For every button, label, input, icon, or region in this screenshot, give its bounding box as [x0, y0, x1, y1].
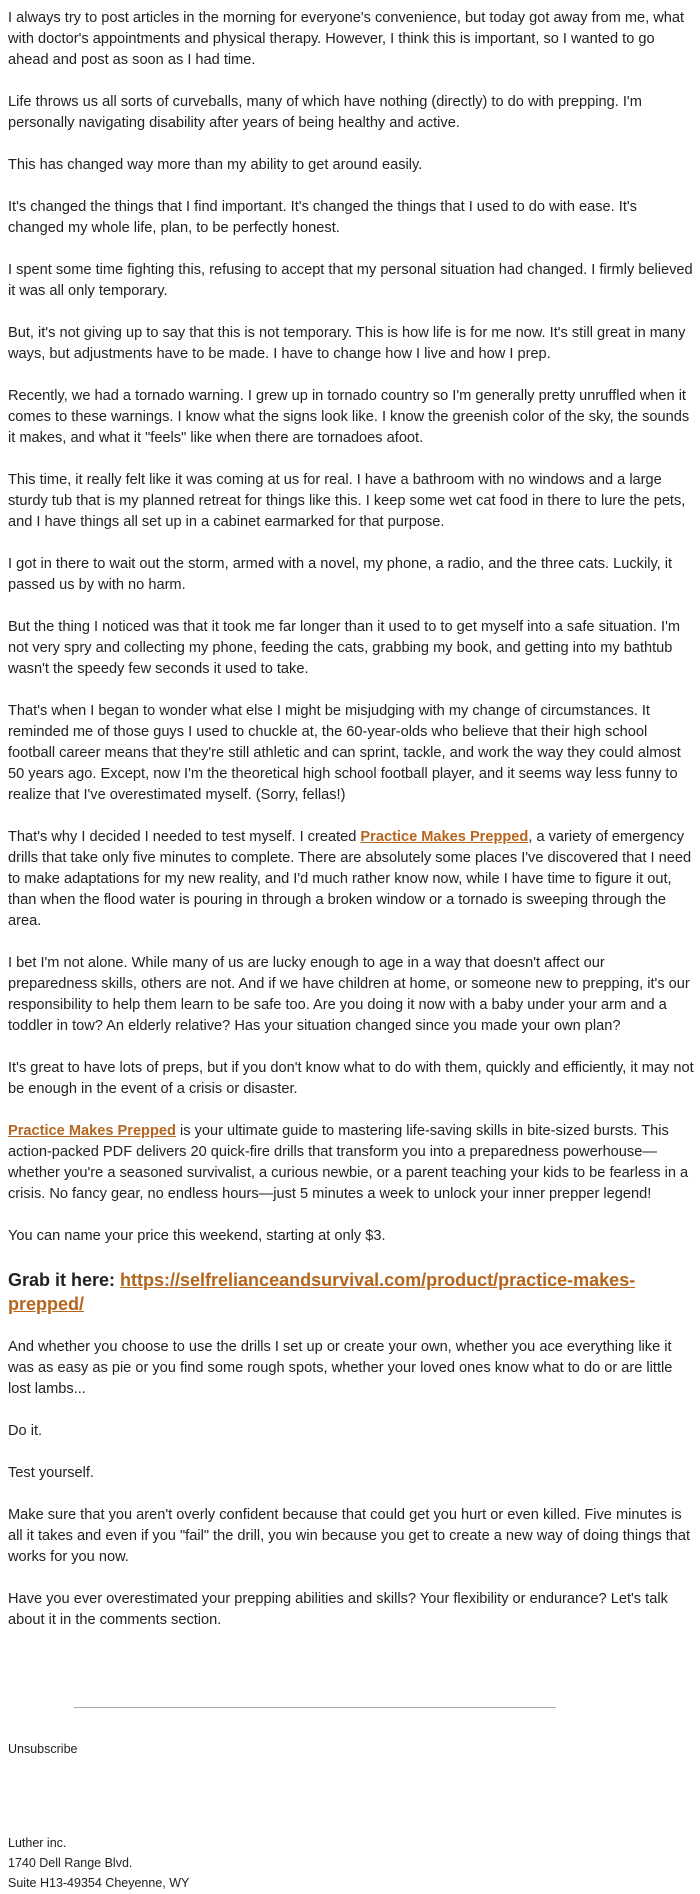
text: That's why I decided I needed to test myself. I created — [8, 829, 361, 845]
grab-it-here — [8, 1268, 694, 1316]
paragraph: Recently, we had a tornado warning. I grew up in tornado country so I'm generally pretty unruffled when it comes to these warnings. I know what the signs look like. I know the greenish color of the sky, the sounds it makes, and what it "feels" like when there are tornadoes afoot. — [8, 388, 690, 446]
paragraph: It's great to have lots of preps, but if you don't know what to do with them, quickly and efficiently, it may not be enough in the event of a crisis or disaster. — [8, 1060, 694, 1097]
paragraph: This has changed way more than my ability to get around easily. — [8, 157, 423, 173]
paragraph: This time, it really felt like it was coming at us for real. I have a bathroom with no windows and a large sturdy tub that is my planned retreat for things like this. I keep some wet cat food in there to lure the pets, and I have things all set up in a cabinet earmarked for that purpose. — [8, 472, 686, 530]
paragraph: You can name your price this weekend, starting at only $3. — [8, 1228, 386, 1244]
spacer — [8, 1652, 694, 1707]
paragraph: Make sure that you aren't overly confident because that could get you hurt or even killed. Five minutes is all it takes and even if you "fail" the drill, you win because you get to create a new way of doing things that works for you now. — [8, 1507, 691, 1565]
address-line: 1740 Dell Range Blvd. — [8, 1856, 133, 1870]
paragraph-with-link — [8, 1121, 694, 1205]
product-url-link[interactable]: https://selfrelianceandsurvival.com/product/practice-makes-prepped/ — [8, 1270, 636, 1314]
paragraph: That's when I began to wonder what else I might be misjudging with my change of circumstances. It reminded me of those guys I used to chuckle at, the 60-year-olds who believe that their high school football career means that they're still athletic and can sprint, tackle, and work the way they could almost 50 years ago. Except, now I'm the theoretical high school football player, and it seems way less funny to realize that I've overestimated myself. (Sorry, fellas!) — [8, 703, 681, 803]
company-name: Luther inc. — [8, 1836, 67, 1850]
paragraph: But, it's not giving up to say that this is not temporary. This is how life is for me now. It's still great in many ways, but adjustments have to be made. I have to change how I live and how I prep. — [8, 325, 686, 362]
paragraph: I bet I'm not alone. While many of us are lucky enough to age in a way that doesn't affect our preparedness skills, others are not. And if we have children at home, or someone new to prepping, it's our responsibility to help them learn to be safe too. Are you doing it now with a baby under your arm and a toddler in tow? An elderly relative? Has your situation changed since you made your own plan? — [8, 955, 690, 1034]
footer-divider — [74, 1707, 556, 1708]
unsubscribe-link[interactable]: Unsubscribe — [8, 1742, 78, 1756]
practice-makes-prepped-link[interactable]: Practice Makes Prepped — [8, 1123, 176, 1139]
paragraph: I spent some time fighting this, refusing to accept that my personal situation had changed. I firmly believed it was all only temporary. — [8, 262, 693, 299]
text: is your ultimate guide to mastering life-saving skills in bite-sized bursts. This action-packed PDF delivers 20 quick-fire drills that transform you into a preparedness powerhouse—whether you're a seasoned survivalist, a curious newbie, or a parent teaching your kids to be fearless in a crisis. No fancy gear, no endless hours—just 5 minutes a week to unlock your inner prepper legend! — [8, 1123, 689, 1202]
practice-makes-prepped-link[interactable]: Practice Makes Prepped — [360, 829, 529, 845]
paragraph: And whether you choose to use the drills I set up or create your own, whether you ace everything like it was as easy as pie or you find some rough spots, whether your loved ones know what to do or are little lost lambs... — [8, 1339, 673, 1397]
paragraph-with-link — [8, 827, 694, 932]
paragraph: Life throws us all sorts of curveballs, many of which have nothing (directly) to do with prepping. I'm personally navigating disability after years of being healthy and active. — [8, 94, 642, 131]
footer-address — [8, 1833, 694, 1893]
paragraph: Have you ever overestimated your prepping abilities and skills? Your flexibility or endurance? Let's talk about it in the comments section. — [8, 1591, 668, 1628]
paragraph: It's changed the things that I find important. It's changed the things that I used to do with ease. It's changed my whole life, plan, to be perfectly honest. — [8, 199, 637, 236]
text: , a variety of emergency drills that take only five minutes to complete. There are absolutely some places I've discovered that I need to make adaptations for my new reality, and I'd much rather know now, while I have time to figure it out, than when the flood water is pouring in through a broken window or a tornado is sweeping through the area. — [8, 829, 692, 929]
paragraph: I got in there to wait out the storm, armed with a novel, my phone, a radio, and the three cats. Luckily, it passed us by with no harm. — [8, 556, 673, 593]
address-line: Suite H13-49354 Cheyenne, WY — [8, 1876, 190, 1890]
paragraph: Test yourself. — [8, 1465, 94, 1481]
grab-label: Grab it here: — [8, 1270, 121, 1290]
paragraph: But the thing I noticed was that it took me far longer than it used to to get myself into a safe situation. I'm not very spry and collecting my phone, feeding the cats, grabbing my book, and getting into my bathtub wasn't the speedy few seconds it used to take. — [8, 619, 681, 677]
paragraph: Do it. — [8, 1423, 43, 1439]
paragraph: I always try to post articles in the morning for everyone's convenience, but today got away from me, what with doctor's appointments and physical therapy. However, I think this is important, so I wanted to go ahead and post as soon as I had time. — [8, 10, 685, 68]
